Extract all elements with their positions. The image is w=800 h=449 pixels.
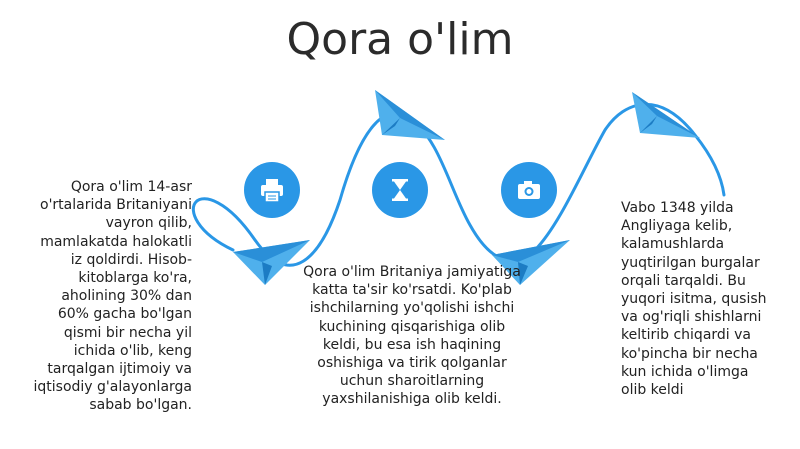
paper-plane-4 [632,92,700,138]
hourglass-icon [372,162,428,218]
camera-icon [501,162,557,218]
printer-icon-circle [244,162,300,218]
paper-plane-2 [375,90,445,140]
camera-icon-circle [501,162,557,218]
printer-icon [244,162,300,218]
page-title: Qora o'lim [286,14,514,65]
step-3-text: Vabo 1348 yilda Angliyaga kelib, kalamushlarda yuqtirilgan burgalar orqali tarqaldi. Bu yuqori isitma, qusish va og'riqli shishlarni keltirib chiqardi va ko'pincha bir necha kun ichida o'limga olib keldi [621,200,767,399]
step-1-text: Qora o'lim 14-asr o'rtalarida Britaniyani vayron qilib, mamlakatda halokatli iz qoldirdi. Hisob-kitoblarga ko'ra, aholining 30% dan 60% gacha bo'lgan qismi bir necha yil ichida o'lib, keng tarqalgan ijtimoiy va iqtisodiy g'alayonlarga sabab bo'lgan. [33,179,192,414]
step-2-text: Qora o'lim Britaniya jamiyatiga katta ta'sir ko'rsatdi. Ko'plab ishchilarning yo'qolishi ishchi kuchining qisqarishiga olib keldi, bu esa ish haqining oshishiga va tirik qolganlar uchun sharoitlarning yaxshilanishiga olib keldi. [303,264,521,408]
hourglass-icon-circle [372,162,428,218]
